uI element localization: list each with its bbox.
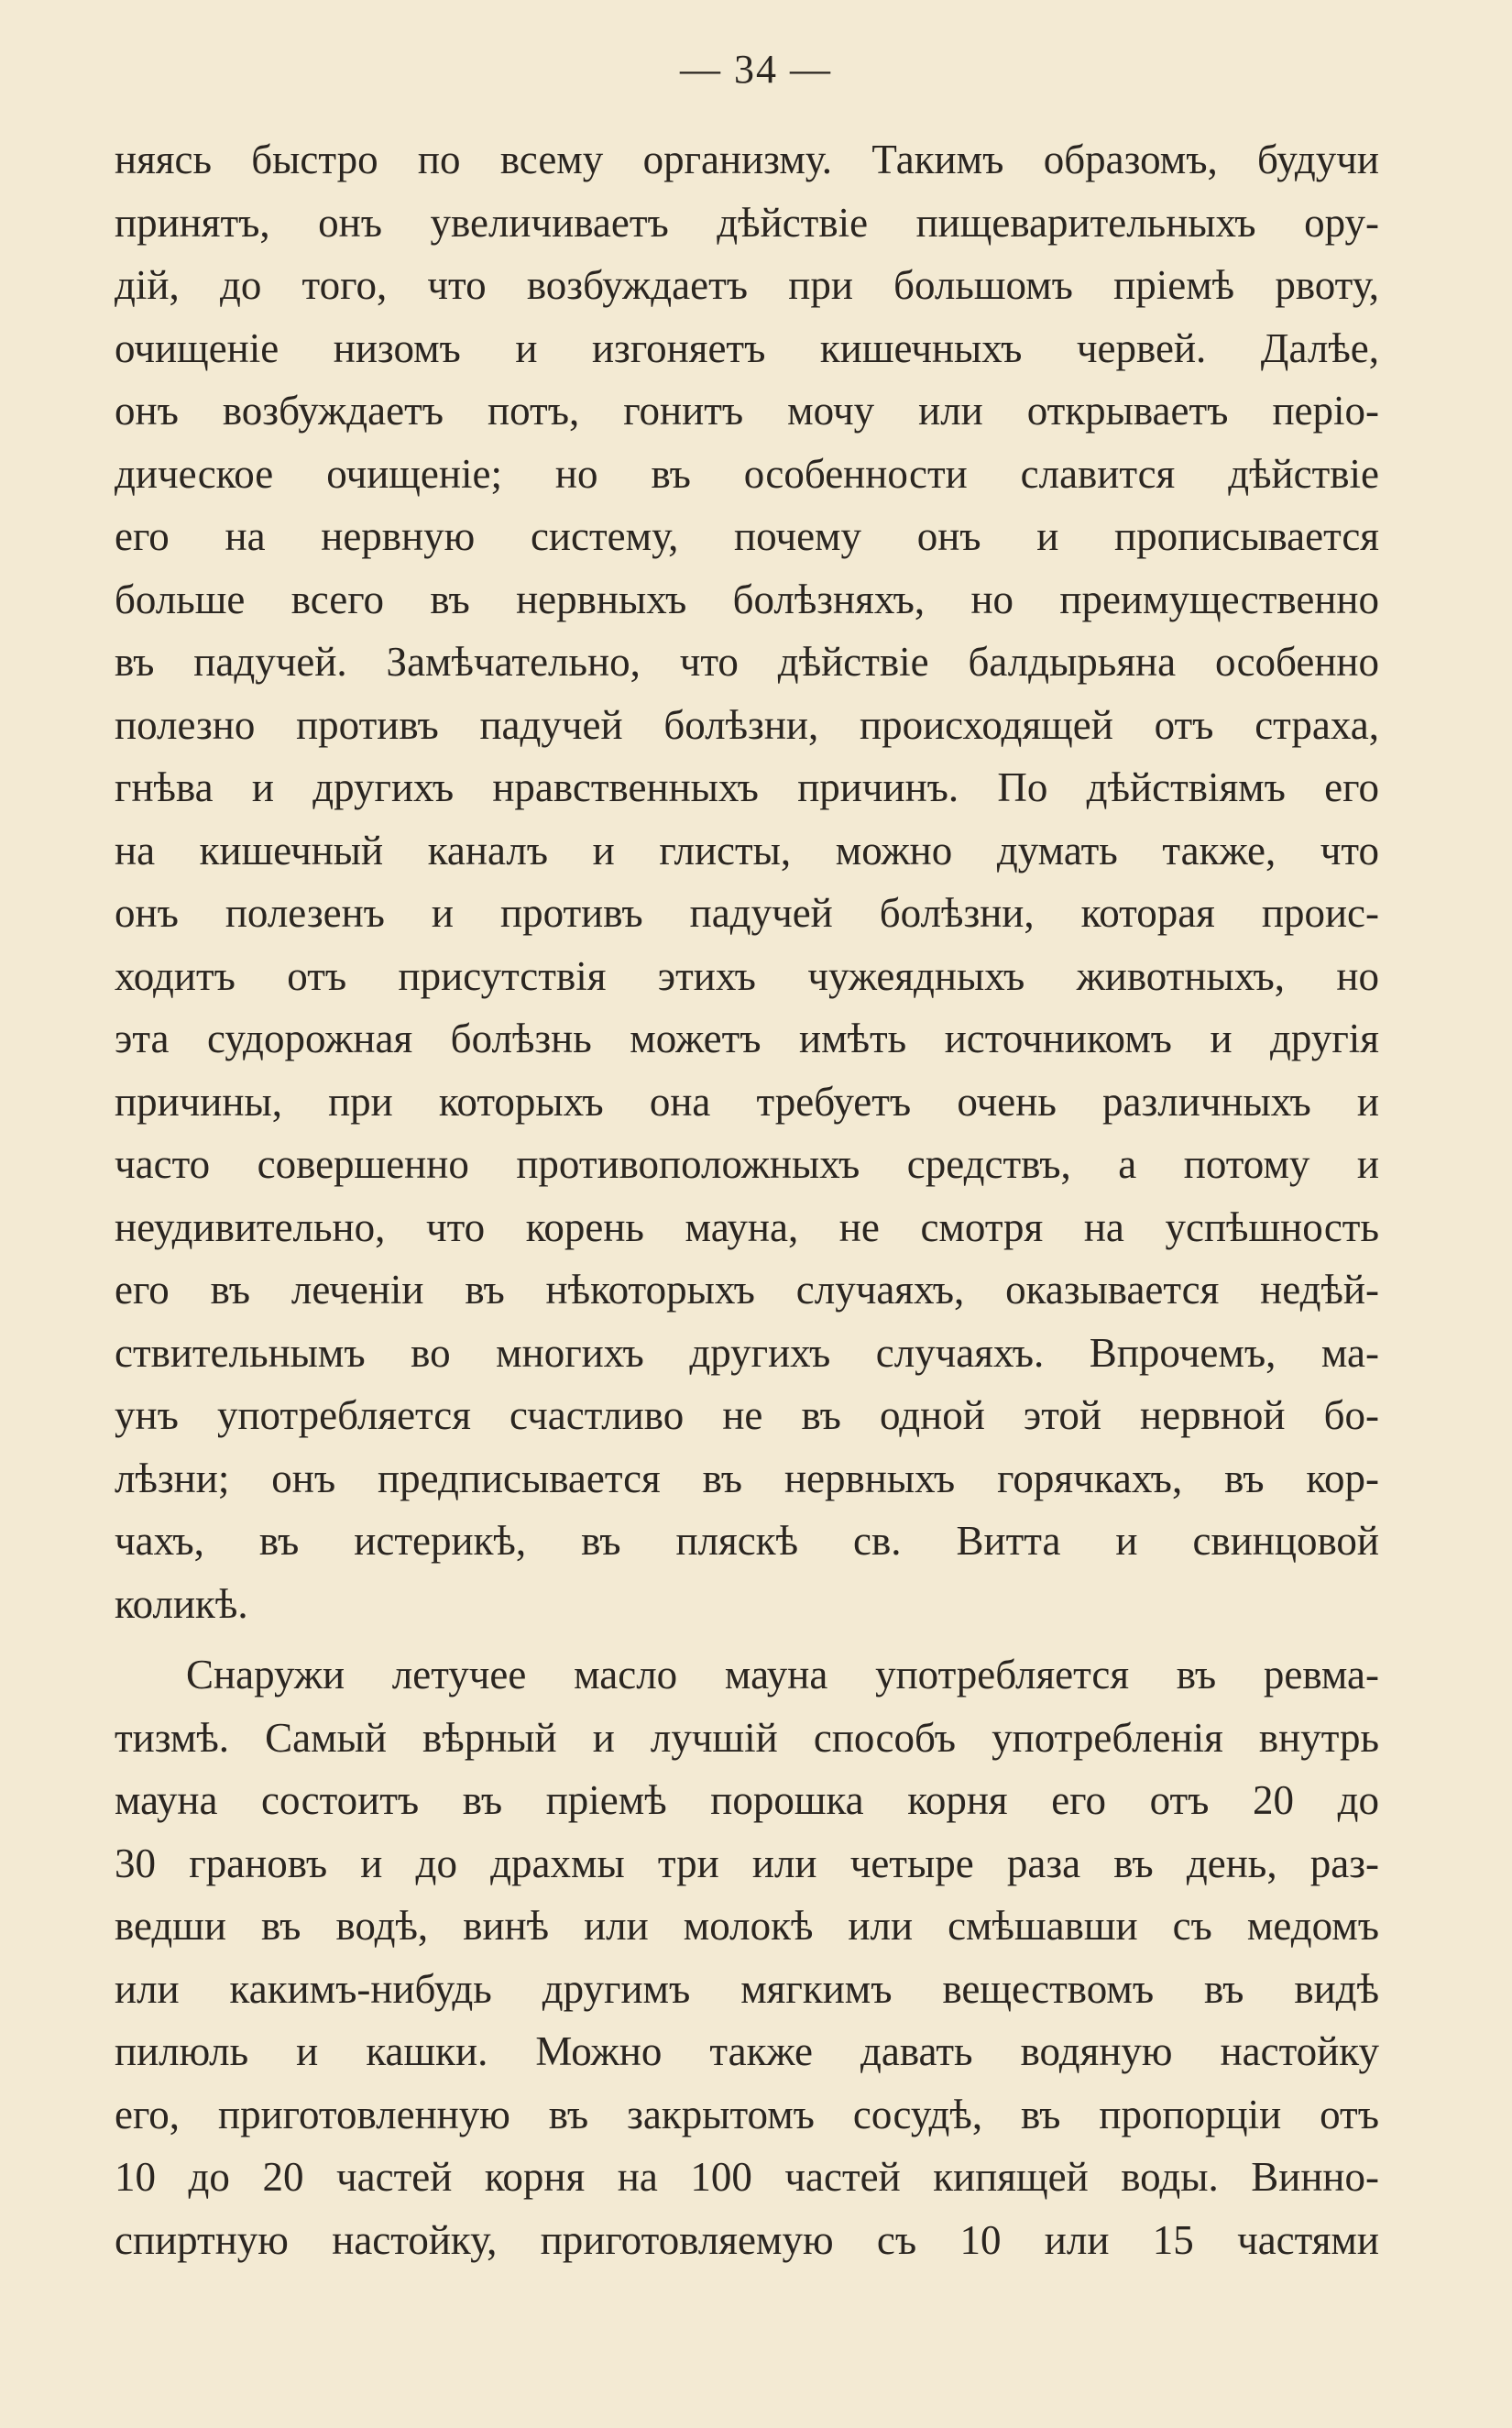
text-line: онъ возбуждаетъ потъ, гонитъ мочу или открываетъ періо- bbox=[115, 388, 1379, 434]
text-line: спиртную настойку, приготовляемую съ 10 или 15 частями bbox=[115, 2216, 1379, 2263]
paragraph-1 bbox=[115, 128, 1379, 1635]
text-line: на кишечный каналъ и глисты, можно думать также, что bbox=[115, 827, 1379, 873]
text-line: полезно противъ падучей болѣзни, происходящей отъ страха, bbox=[115, 701, 1379, 748]
text-line: няясь быстро по всему организму. Такимъ образомъ, будучи bbox=[115, 137, 1379, 182]
text-line: коликѣ. bbox=[115, 1580, 248, 1627]
text-line: Снаружи летучее масло мауна употребляется въ ревма- bbox=[186, 1652, 1379, 1697]
page-number: — 34 — bbox=[680, 47, 832, 92]
text-line: 10 до 20 частей корня на 100 частей кипящей воды. Винно- bbox=[115, 2154, 1379, 2200]
text-line: очищеніе низомъ и изгоняетъ кишечныхъ червей. Далѣе, bbox=[115, 324, 1379, 371]
text-line: 30 грановъ и до драхмы три или четыре раза въ день, раз- bbox=[115, 1840, 1379, 1886]
text-line: онъ полезенъ и противъ падучей болѣзни, которая проис- bbox=[115, 890, 1379, 936]
text-line: ходитъ отъ присутствія этихъ чужеядныхъ животныхъ, но bbox=[115, 952, 1379, 999]
text-line: больше всего въ нервныхъ болѣзняхъ, но преимущественно bbox=[115, 576, 1379, 622]
text-line: эта судорожная болѣзнь можетъ имѣть источникомъ и другія bbox=[115, 1016, 1379, 1061]
text-line: дическое очищеніе; но въ особенности славится дѣйствіе bbox=[115, 450, 1379, 497]
text-line: унъ употребляется счастливо не въ одной этой нервной бо- bbox=[115, 1392, 1379, 1438]
text-line: его въ леченіи въ нѣкоторыхъ случаяхъ, оказывается недѣй- bbox=[115, 1267, 1379, 1313]
text-line: его, приготовленную въ закрытомъ сосудѣ, въ пропорціи отъ bbox=[115, 2091, 1379, 2137]
text-line: его на нервную систему, почему онъ и прописывается bbox=[115, 513, 1379, 559]
text-line: неудивительно, что корень мауна, не смотря на успѣшность bbox=[115, 1203, 1379, 1250]
text-line: мауна состоитъ въ пріемѣ порошка корня его отъ 20 до bbox=[115, 1777, 1379, 1823]
text-line: причины, при которыхъ она требуетъ очень различныхъ и bbox=[115, 1078, 1379, 1125]
text-line: дій, до того, что возбуждаетъ при большомъ пріемѣ рвоту, bbox=[115, 262, 1379, 308]
text-line: ведши въ водѣ, винѣ или молокѣ или смѣшавши съ медомъ bbox=[115, 1903, 1379, 1949]
text-line: часто совершенно противоположныхъ средствъ, а потому и bbox=[115, 1141, 1379, 1187]
text-line: или какимъ-нибудь другимъ мягкимъ веществомъ въ видѣ bbox=[115, 1965, 1379, 2012]
text-line: лѣзни; онъ предписывается въ нервныхъ горячкахъ, въ кор- bbox=[115, 1455, 1379, 1501]
text-line: принятъ, онъ увеличиваетъ дѣйствіе пищеварительныхъ ору- bbox=[115, 199, 1379, 246]
text-line: пилюль и кашки. Можно также давать водяную настойку bbox=[115, 2028, 1379, 2074]
text-line: въ падучей. Замѣчательно, что дѣйствіе балдырьяна особенно bbox=[115, 639, 1379, 685]
text-line: гнѣва и другихъ нравственныхъ причинъ. По дѣйствіямъ его bbox=[115, 764, 1379, 810]
text-line: ствительнымъ во многихъ другихъ случаяхъ. Впрочемъ, ма- bbox=[115, 1329, 1379, 1376]
text-line: тизмѣ. Самый вѣрный и лучшій способъ употребленія внутрь bbox=[115, 1714, 1379, 1761]
text-line: чахъ, въ истерикѣ, въ пляскѣ св. Витта и свинцовой bbox=[115, 1518, 1379, 1564]
paragraph-2 bbox=[115, 1643, 1379, 2271]
